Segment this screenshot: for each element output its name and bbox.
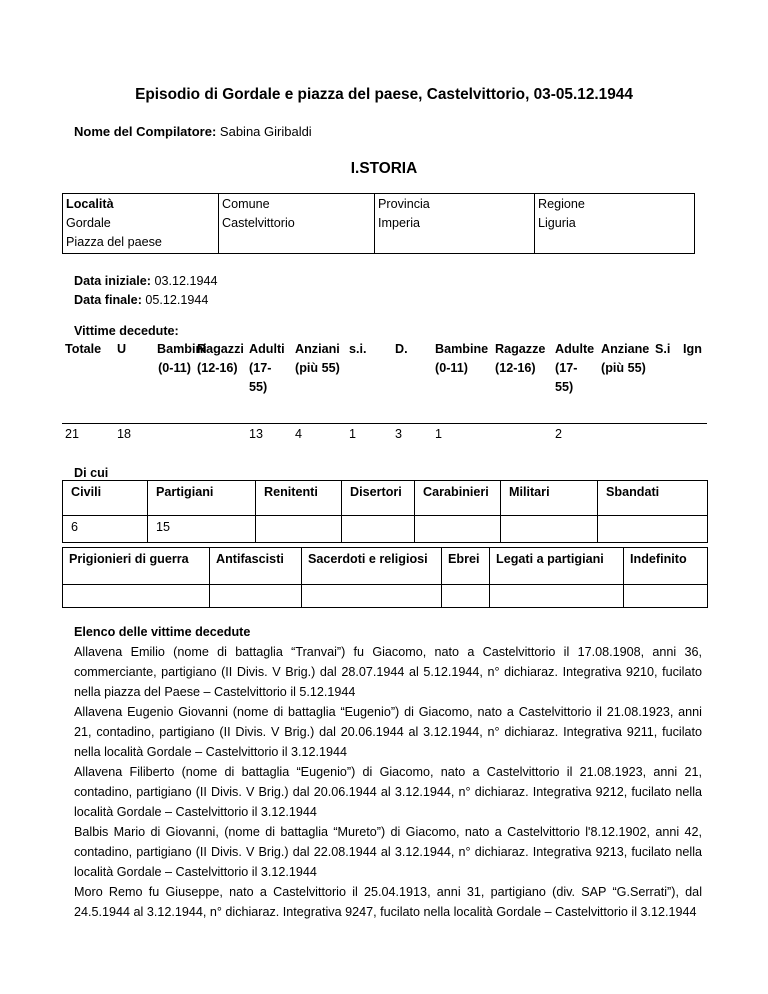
cat-header-legati: Legati a partigiani xyxy=(490,548,624,585)
start-date-label: Data iniziale: xyxy=(74,274,151,288)
cat-header-sacerdoti: Sacerdoti e religiosi xyxy=(302,548,442,585)
victims-value-totale: 21 xyxy=(62,423,114,445)
localita-value-2: Piazza del paese xyxy=(66,235,162,249)
victims-value-ragazze xyxy=(492,423,552,445)
victims-value-ign xyxy=(680,423,707,445)
cat-value-disertori xyxy=(342,516,415,543)
provincia-value: Imperia xyxy=(378,216,420,230)
victims-header-adulte: Adulte (17-55) xyxy=(555,342,595,394)
victim-entry-5: Moro Remo fu Giuseppe, nato a Castelvittorio il 25.04.1913, anni 31, partigiano (div. SAP “G.Serrati”), dal 24.5.1944 al 3.12.1944, n° dichiaraz. Integrativa 9247, fucilato nella località Gordale – Castelvittorio il 3.12.1944 xyxy=(74,885,702,919)
comune-value: Castelvittorio xyxy=(222,216,295,230)
localita-value-1: Gordale xyxy=(66,216,111,230)
cat-value-partigiani: 15 xyxy=(148,516,256,543)
localita-label: Località xyxy=(66,197,114,211)
victims-value-si: 1 xyxy=(346,423,392,445)
victims-value-bambine: 1 xyxy=(432,423,492,445)
victims-header-anziane: Anziane (più 55) xyxy=(601,342,650,375)
comune-label: Comune xyxy=(222,197,270,211)
location-table xyxy=(62,193,695,254)
compiler-label: Nome del Compilatore: xyxy=(74,124,217,139)
document-title: Episodio di Gordale e piazza del paese, Castelvittorio, 03-05.12.1944 xyxy=(135,86,633,103)
victims-header-ragazzi: Ragazzi (12-16) xyxy=(197,342,244,375)
dates-block xyxy=(74,272,218,310)
victims-value-si-f xyxy=(652,423,680,445)
victims-value-adulte: 2 xyxy=(552,423,598,445)
victims-header-totale: Totale xyxy=(65,342,102,356)
victim-entry-3: Allavena Filiberto (nome di battaglia “Eugenio”) di Giacomo, nato a Castelvittorio il 21.08.1923, anni 21, contadino, partigiano (II Divis. V Brig.) dal 20.06.1944 al 3.12.1944, n° dichiaraz. Integrativa 9212, fucilato nella località Gordale – Castelvittorio il 3.12.1944 xyxy=(74,765,702,819)
victims-value-d: 3 xyxy=(392,423,432,445)
regione-label: Regione xyxy=(538,197,585,211)
start-date xyxy=(74,272,218,291)
victims-header-si: s.i. xyxy=(349,342,367,356)
start-date-value: 03.12.1944 xyxy=(154,274,218,288)
categories-table-1 xyxy=(62,480,708,543)
victims-value-anziani: 4 xyxy=(292,423,346,445)
cat-value-militari xyxy=(501,516,598,543)
victims-table xyxy=(62,339,707,445)
victims-value-bambini xyxy=(154,423,194,445)
localita-cell xyxy=(63,194,219,254)
victims-value-anziane xyxy=(598,423,652,445)
end-date xyxy=(74,291,218,310)
victims-list-heading: Elenco delle vittime decedute xyxy=(74,625,251,639)
provincia-cell xyxy=(375,194,535,254)
cat-value-antifascisti xyxy=(210,585,302,608)
victim-entry-4: Balbis Mario di Giovanni, (nome di battaglia “Mureto”) di Giacomo, nato a Castelvittorio l'8.12.1902, anni 42, contadino, partigiano (II Divis. V Brig.) dal 22.08.1944 al 3.12.1944, n° dichiaraz. Integrativa 9213, fucilato nella località Gordale – Castelvittorio il 3.12.1944 xyxy=(74,825,702,879)
cat-header-antifascisti: Antifascisti xyxy=(210,548,302,585)
compiler-name: Sabina Giribaldi xyxy=(219,124,312,139)
victim-entry-2: Allavena Eugenio Giovanni (nome di battaglia “Eugenio”) di Giacomo, nato a Castelvittorio il 21.08.1923, anni 21, contadino, partigiano (II Divis. V Brig.) dal 20.06.1944 al 3.12.1944, n° dichiaraz. Integrativa 9211, fucilato nella località Gordale – Castelvittorio il 3.12.1944 xyxy=(74,705,702,759)
cat-header-renitenti: Renitenti xyxy=(256,481,342,516)
cat-header-disertori: Disertori xyxy=(342,481,415,516)
victim-entry-1: Allavena Emilio (nome di battaglia “Tranvai”) fu Giacomo, nato a Castelvittorio il 17.08.1908, anni 36, commerciante, partigiano (II Divis. V Brig.) dal 28.07.1944 al 5.12.1944, n° dichiaraz. Integrativa 9210, fucilato nella piazza del Paese – Castelvittorio il 5.12.1944 xyxy=(74,645,702,699)
victims-value-ragazzi xyxy=(194,423,246,445)
cat-header-sbandati: Sbandati xyxy=(598,481,708,516)
victims-header-bambini: Bambini (0-11) xyxy=(157,342,207,375)
categories-table-2 xyxy=(62,547,708,608)
victims-header-anziani: Anziani (più 55) xyxy=(295,342,340,375)
di-cui-label: Di cui xyxy=(74,466,109,480)
cat-header-indefinito: Indefinito xyxy=(624,548,708,585)
victims-list xyxy=(74,622,702,922)
provincia-label: Provincia xyxy=(378,197,430,211)
cat-value-renitenti xyxy=(256,516,342,543)
victims-header-d: D. xyxy=(395,342,408,356)
comune-cell xyxy=(219,194,375,254)
victims-header-adulti: Adulti (17-55) xyxy=(249,342,285,394)
cat-value-sacerdoti xyxy=(302,585,442,608)
cat-value-prigionieri xyxy=(63,585,210,608)
cat-value-legati xyxy=(490,585,624,608)
victims-value-adulti: 13 xyxy=(246,423,292,445)
cat-value-sbandati xyxy=(598,516,708,543)
cat-header-carabinieri: Carabinieri xyxy=(415,481,501,516)
cat-header-civili: Civili xyxy=(63,481,148,516)
victims-header-ragazze: Ragazze (12-16) xyxy=(495,342,546,375)
cat-value-indefinito xyxy=(624,585,708,608)
cat-value-civili: 6 xyxy=(63,516,148,543)
victims-header-ign: Ign xyxy=(683,342,702,356)
cat-value-ebrei xyxy=(442,585,490,608)
regione-value: Liguria xyxy=(538,216,576,230)
victims-header-u: U xyxy=(117,342,127,356)
cat-header-prigionieri: Prigionieri di guerra xyxy=(63,548,210,585)
victims-label: Vittime decedute: xyxy=(74,324,179,338)
victims-header-si-f: S.i xyxy=(655,342,671,356)
victims-header-bambine: Bambine (0-11) xyxy=(435,342,489,375)
cat-header-ebrei: Ebrei xyxy=(442,548,490,585)
cat-value-carabinieri xyxy=(415,516,501,543)
compiler-line xyxy=(74,124,312,139)
end-date-label: Data finale: xyxy=(74,293,142,307)
section-title: I.STORIA xyxy=(350,160,418,177)
cat-header-partigiani: Partigiani xyxy=(148,481,256,516)
end-date-value: 05.12.1944 xyxy=(145,293,209,307)
victims-value-u: 18 xyxy=(114,423,154,445)
regione-cell xyxy=(535,194,695,254)
cat-header-militari: Militari xyxy=(501,481,598,516)
